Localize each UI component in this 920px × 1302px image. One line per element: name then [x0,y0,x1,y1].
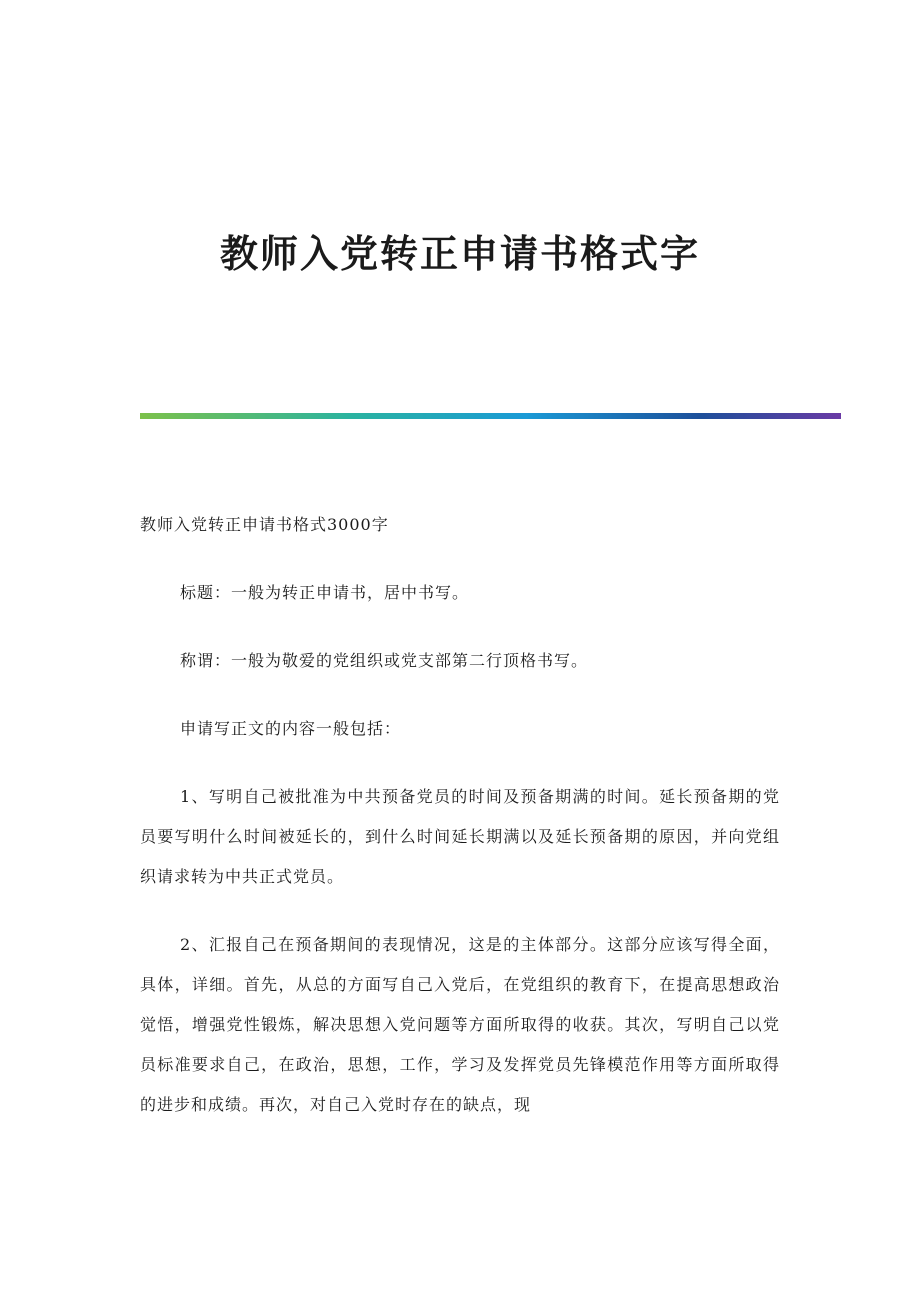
document-body [140,505,780,1125]
paragraph-item-2: 2、汇报自己在预备期间的表现情况，这是的主体部分。这部分应该写得全面，具体，详细。首先，从总的方面写自己入党后，在党组织的教育下，在提高思想政治觉悟，增强党性锻炼，解决思想入党问题等方面所取得的收获。其次，写明自己以党员标准要求自己，在政治，思想，工作，学习及发挥党员先锋模范作用等方面所取得的进步和成绩。再次，对自己入党时存在的缺点，现 [140,935,780,1114]
gradient-divider [140,413,841,419]
document-title: 教师入党转正申请书格式字 [219,231,700,276]
paragraph-item-1: 1、写明自己被批准为中共预备党员的时间及预备期满的时间。延长预备期的党员要写明什么时间被延长的，到什么时间延长期满以及延长预备期的原因，并向党组织请求转为中共正式党员。 [140,787,780,886]
paragraph-subtitle: 教师入党转正申请书格式3000字 [140,515,389,534]
paragraph-title-rule: 标题：一般为转正申请书，居中书写。 [180,583,470,602]
paragraph-body-intro: 申请写正文的内容一般包括： [180,719,402,738]
paragraph-salutation-rule: 称谓：一般为敬爱的党组织或党支部第二行顶格书写。 [180,651,589,670]
